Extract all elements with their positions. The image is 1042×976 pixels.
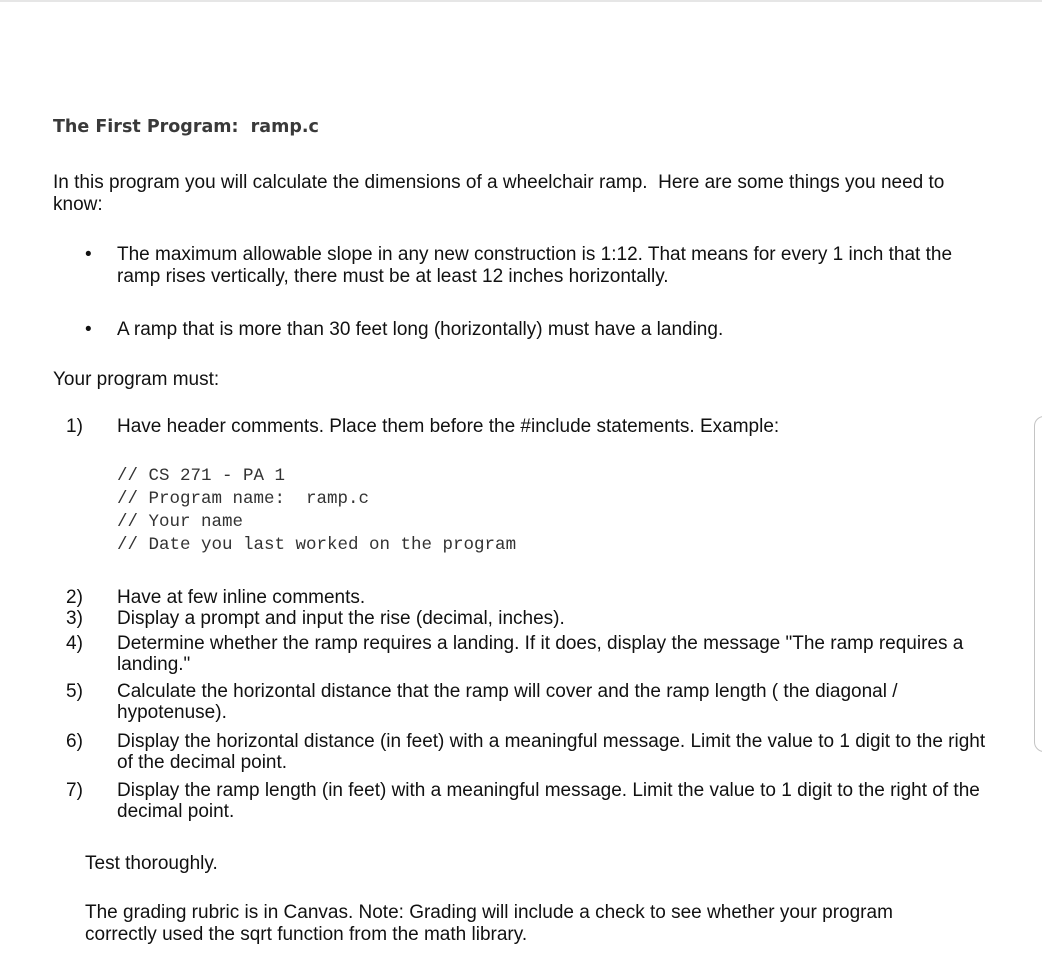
- step-text: Have header comments. Place them before the #include statements. Example:: [117, 416, 780, 437]
- side-scroll-panel-edge[interactable]: [1034, 416, 1042, 752]
- step-text: Display the horizontal distance (in feet) with a meaningful message. Limit the value to 1 digit to the right of the decimal point.: [117, 731, 986, 773]
- step-number: 7): [66, 780, 83, 801]
- bullet-icon: •: [85, 244, 92, 265]
- step-item: [66, 608, 991, 629]
- step-text: Have at few inline comments.: [117, 587, 366, 608]
- page-title: The First Program: ramp.c: [53, 117, 319, 137]
- step-text: Display a prompt and input the rise (decimal, inches).: [117, 608, 565, 629]
- bullet-item: [85, 319, 985, 341]
- bullet-icon: •: [85, 319, 92, 340]
- step-text: Display the ramp length (in feet) with a meaningful message. Limit the value to 1 digit to the right of the decimal point.: [117, 780, 980, 822]
- step-item: [66, 681, 991, 723]
- code-line: // Your name: [117, 512, 244, 532]
- bullet-text: A ramp that is more than 30 feet long (horizontally) must have a landing.: [117, 319, 724, 340]
- step-number: 2): [66, 587, 83, 608]
- code-line: // CS 271 - PA 1: [117, 466, 286, 486]
- step-item: [66, 587, 991, 608]
- bullet-text: The maximum allowable slope in any new construction is 1:12. That means for every 1 inch that the ramp rises vertically, there must be at least 12 inches horizontally.: [117, 244, 953, 287]
- requirements-heading: Your program must:: [53, 369, 220, 390]
- step-text: Determine whether the ramp requires a landing. If it does, display the message "The ramp requires a landing.": [117, 633, 964, 675]
- grading-note: The grading rubric is in Canvas. Note: Grading will include a check to see whether your program correctly used the sqrt function from the math library.: [85, 902, 893, 945]
- step-number: 3): [66, 608, 83, 629]
- test-note: Test thoroughly.: [85, 853, 218, 874]
- code-line: // Date you last worked on the program: [117, 535, 517, 555]
- code-line: // Program name: ramp.c: [117, 489, 370, 509]
- step-number: 4): [66, 633, 83, 654]
- top-divider: [0, 0, 1042, 2]
- step-item: [66, 780, 991, 822]
- step-item: [66, 416, 991, 437]
- step-number: 5): [66, 681, 83, 702]
- step-number: 1): [66, 416, 83, 437]
- code-example: [117, 465, 516, 557]
- step-item: [66, 633, 991, 675]
- step-text: Calculate the horizontal distance that the ramp will cover and the ramp length ( the diagonal / hypotenuse).: [117, 681, 898, 723]
- intro-paragraph: In this program you will calculate the dimensions of a wheelchair ramp. Here are some things you need to know:: [53, 172, 950, 215]
- step-number: 6): [66, 731, 83, 752]
- step-item: [66, 731, 991, 773]
- bullet-item: [85, 244, 985, 288]
